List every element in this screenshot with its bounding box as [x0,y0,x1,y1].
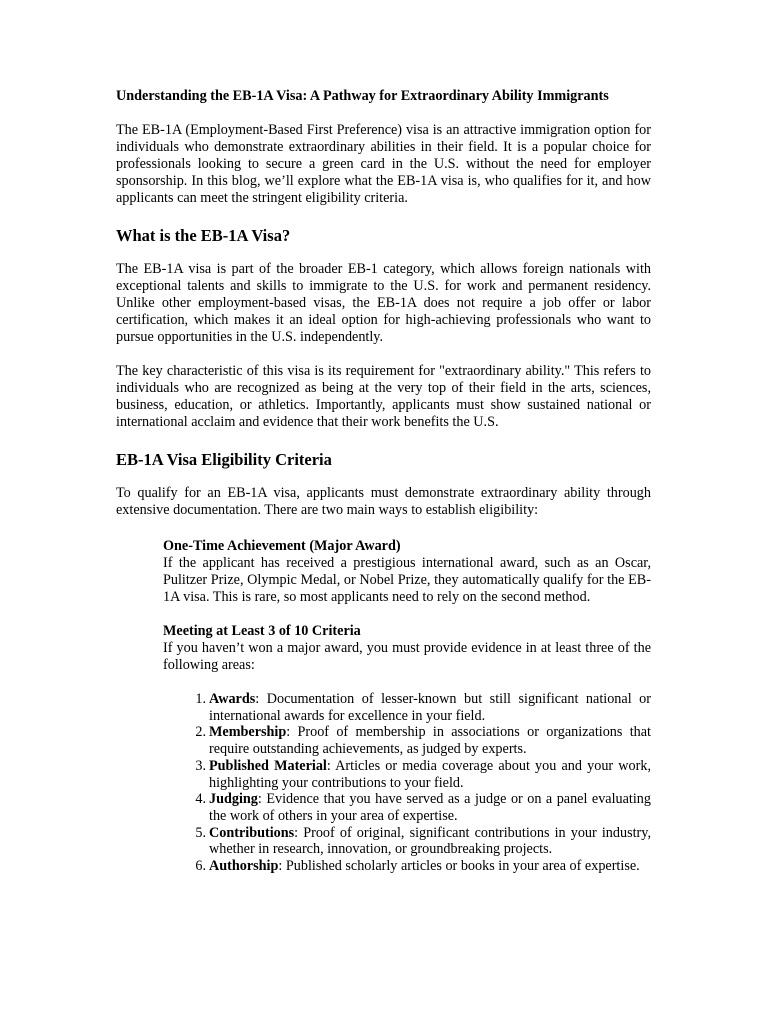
list-item-term: Published Material [209,757,327,774]
list-item-number: 4. [195,791,206,808]
list-item-number: 6. [195,858,206,875]
paragraph-eligibility-intro: To qualify for an EB-1A visa, applicants must demonstrate extraordinary ability through extensive documentation. There are two main ways to establish eligibility: [116,485,651,518]
list-item-description: : Proof of membership in associations or organizations that require outstanding achievements, as judged by experts. [209,724,651,758]
option-three-criteria-heading: Meeting at Least 3 of 10 Criteria [163,623,361,639]
list-item-term: Judging [209,791,258,808]
document-title: Understanding the EB-1A Visa: A Pathway for Extraordinary Ability Immigrants [116,88,609,104]
list-item-number: 2. [195,724,206,741]
section-heading-eligibility: EB-1A Visa Eligibility Criteria [116,450,332,469]
option-major-award [163,538,651,606]
intro-paragraph: The EB-1A (Employment-Based First Preference) visa is an attractive immigration option for individuals who demonstrate extraordinary abilities in their field. It is a popular choice for professionals looking to secure a green card in the U.S. without the need for employer sponsorship. In this blog, we’ll explore what the EB-1A visa is, who qualifies for it, and how applicants can meet the stringent eligibility criteria. [116,122,651,206]
option-three-criteria-text: If you haven’t won a major award, you must provide evidence in at least three of the following areas: [163,640,651,673]
paragraph-what-is-1: The EB-1A visa is part of the broader EB-1 category, which allows foreign nationals with exceptional talents and skills to immigrate to the U.S. for work and permanent residency. Unlike other employment-based visas, the EB-1A does not require a job offer or labor certification, which makes it an ideal option for high-achieving professionals who want to pursue opportunities in the U.S. independently. [116,261,651,345]
list-item-number: 1. [195,691,206,707]
paragraph-what-is-2: The key characteristic of this visa is its requirement for "extraordinary ability." This refers to individuals who are recognized as being at the very top of their field in the arts, sciences, business, education, or athletics. Importantly, applicants must show sustained national or international acclaim and evidence that their work benefits the U.S. [116,363,651,430]
list-item-number: 5. [195,824,206,841]
list-item-description: : Evidence that you have served as a judge or on a panel evaluating the work of others in your area of expertise. [209,791,651,824]
list-item-description: : Published scholarly articles or books in your area of expertise. [278,858,640,875]
criteria-list [116,691,651,875]
list-item [195,691,651,724]
list-item-term: Awards [209,691,256,707]
list-item-term: Authorship [209,858,279,875]
list-item [195,858,651,875]
list-item-description: : Articles or media coverage about you and your work, highlighting your contributions to your field. [209,757,651,791]
list-item-term: Contributions [209,824,295,841]
option-major-award-heading: One-Time Achievement (Major Award) [163,538,401,554]
list-item-number: 3. [195,757,206,774]
list-item [195,791,651,824]
list-item [195,757,651,791]
document-body [116,88,651,875]
option-three-criteria [163,623,651,674]
list-item [195,724,651,758]
list-item [195,824,651,858]
list-item-description: : Proof of original, significant contributions in your industry, whether in research, innovation, or groundbreaking projects. [209,824,651,858]
section-heading-what-is: What is the EB-1A Visa? [116,226,291,245]
option-major-award-text: If the applicant has received a prestigious international award, such as an Oscar, Pulitzer Prize, Olympic Medal, or Nobel Prize, they automatically qualify for the EB-1A visa. This is rare, so most applicants need to rely on the second method. [163,555,651,605]
list-item-term: Membership [209,724,287,741]
list-item-description: : Documentation of lesser-known but still significant national or international awards for excellence in your field. [209,691,651,724]
